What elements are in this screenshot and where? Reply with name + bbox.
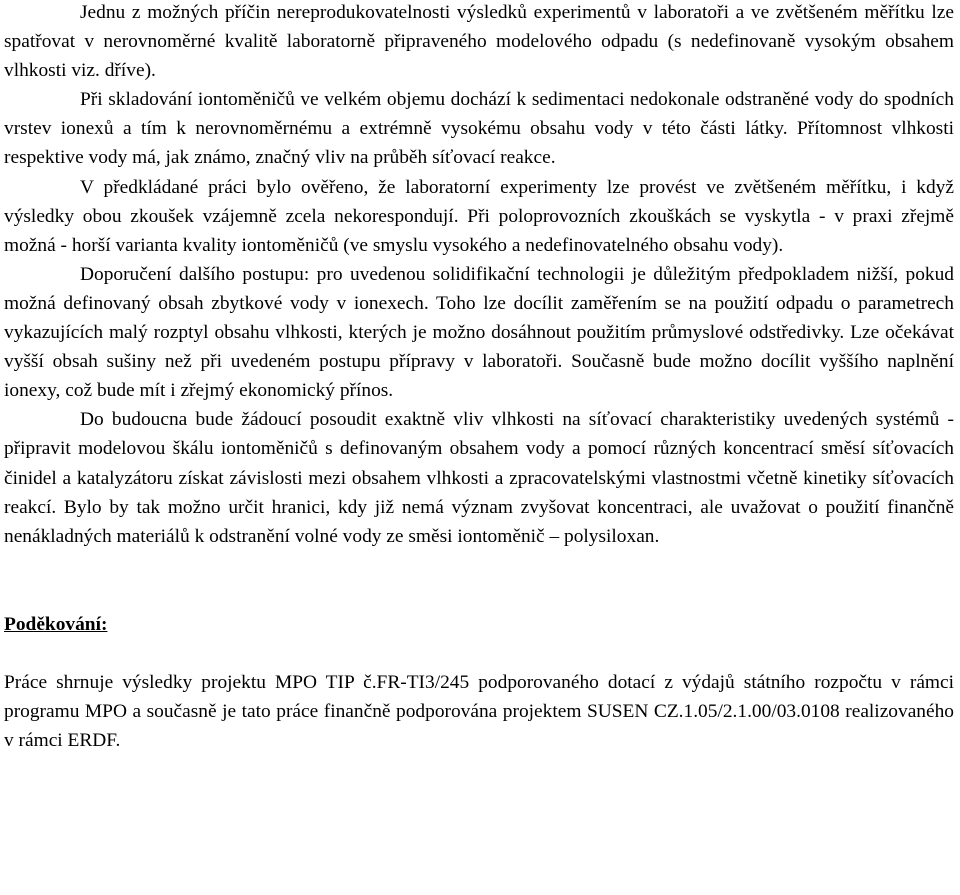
acknowledgement-heading: Poděkování: <box>4 613 108 635</box>
paragraph-storage: Při skladování iontoměničů ve velkém objemu dochází k sedimentaci nedokonale odstraněné vody do spodních vrstev ionexů a tím k nerovnoměrnému a extrémně vysokému obsahu vody v této části látky. Přítomnost vlhkosti respektive vody má, jak známo, značný vliv na průběh síťovací reakce. <box>4 89 954 169</box>
acknowledgement-text: Práce shrnuje výsledky projektu MPO TIP č.FR-TI3/245 podporovaného dotací z výdajů státního rozpočtu v rámci programu MPO a současně je tato práce finančně podporována projektem SUSEN CZ.1.05/2.1.00/03.0108 realizovaného v rámci ERDF. <box>4 671 954 752</box>
paragraph-verification: V předkládané práci bylo ověřeno, že laboratorní experimenty lze provést ve zvětšeném měřítku, i když výsledky obou zkoušek vzájemně zcela nekorespondují. Při poloprovozních zkouškách se vyskytla - v praxi zřejmě možná - horší varianta kvality iontoměničů (ve smyslu vysokého a nedefinovatelného obsahu vody). <box>4 176 954 256</box>
paragraph-future-work: Do budoucna bude žádoucí posoudit exaktně vliv vlhkosti na síťovací charakteristiky uvedených systémů - připravit modelovou škálu iontoměničů s definovaným obsahem vody a pomocí různých koncentrací směsí síťovacích činidel a katalyzátoru získat závislosti mezi obsahem vlhkosti a zpracovatelskými vlastnostmi včetně kinetiky síťovacích reakcí. Bylo by tak možno určit hranici, kdy již nemá význam zvyšovat koncentraci, ale uvažovat o použití finančně nenákladných materiálů k odstranění volné vody ze směsi iontoměnič – polysiloxan. <box>4 409 954 547</box>
paragraph-recommendation: Doporučení dalšího postupu: pro uvedenou solidifikační technologii je důležitým předpokladem nižší, pokud možná definovaný obsah zbytkové vody v ionexech. Toho lze docílit zaměřením se na použití odpadu o parametrech vykazujících malý rozptyl obsahu vlhkosti, kterých je možno dosáhnout použitím průmyslové odstředivky. Lze očekávat vyšší obsah sušiny než při uvedeném postupu přípravy v laboratoři. Současně bude možno docílit vyššího naplnění ionexy, což bude mít i zřejmý ekonomický přínos. <box>4 263 954 402</box>
document-page <box>4 0 954 755</box>
paragraph-reproducibility: Jednu z možných příčin nereprodukovatelnosti výsledků experimentů v laboratoři a ve zvětšeném měřítku lze spatřovat v nerovnoměrné kvalitě laboratorně připraveného modelového odpadu (s nedefinovaně vysokým obsahem vlhkosti viz. dříve). <box>4 2 954 82</box>
